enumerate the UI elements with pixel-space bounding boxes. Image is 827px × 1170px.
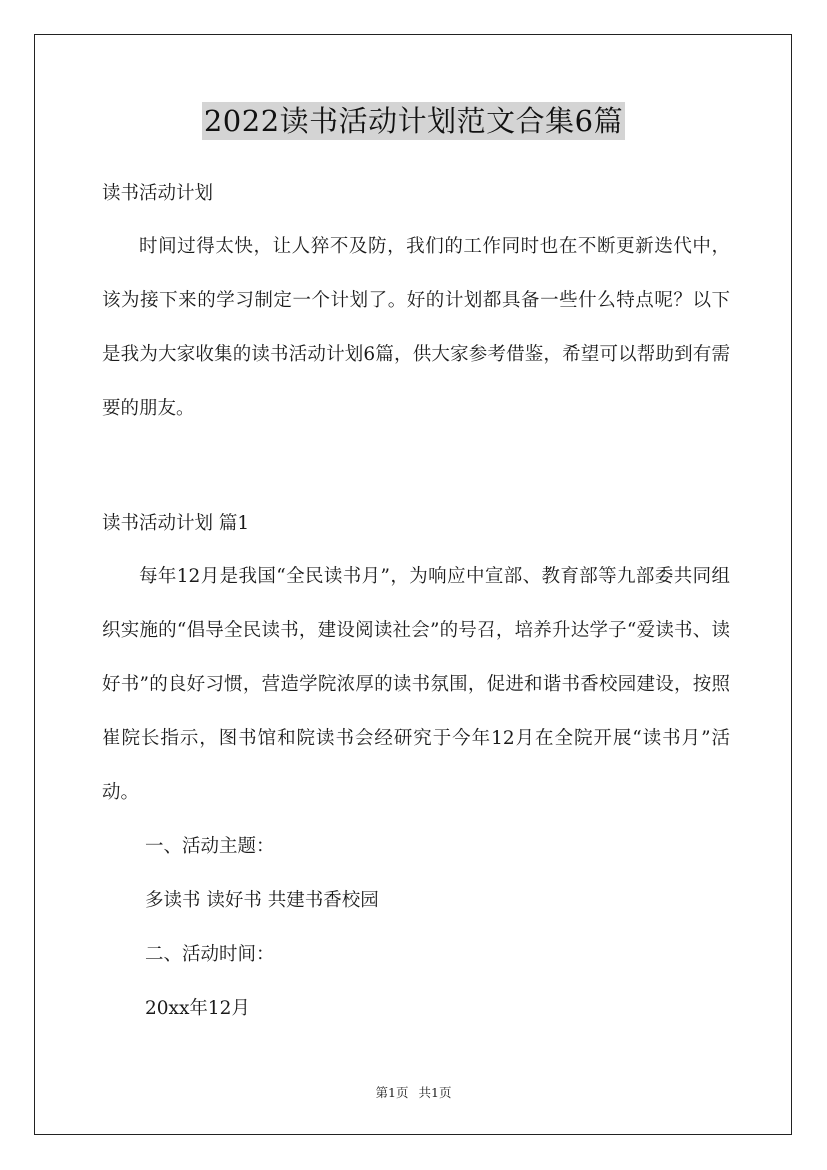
spacer — [102, 542, 730, 550]
section1-paragraph: 每年12月是我国“全民读书月”，为响应中宣部、教育部等九部委共同组织实施的“倡导全民读书，建设阅读社会”的号召，培养升达学子“爱读书、读好书”的良好习惯，营造学院浓厚的读书氛围，促进和谐书香校园建设，按照崔院长指示，图书馆和院读书会经研究于今年12月在全院开展“读书月”活动。 — [102, 566, 730, 803]
intro-heading: 读书活动计划 — [102, 183, 214, 204]
theme-label: 一、活动主题： — [145, 836, 275, 857]
spacer — [102, 212, 730, 220]
time-label: 二、活动时间： — [145, 944, 275, 965]
time-value: 20xx年12月 — [145, 998, 250, 1019]
section-gap — [102, 436, 730, 506]
page-total: 共1页 — [418, 1085, 452, 1100]
title-container — [0, 102, 827, 140]
theme-value: 多读书 读好书 共建书香校园 — [145, 890, 379, 911]
document-title: 2022读书活动计划范文合集6篇 — [203, 104, 624, 138]
page-footer — [0, 1083, 827, 1101]
document-body — [102, 176, 730, 1036]
page-number: 第1页 — [375, 1085, 409, 1100]
intro-paragraph: 时间过得太快，让人猝不及防，我们的工作同时也在不断更新迭代中，该为接下来的学习制定一个计划了。好的计划都具备一些什么特点呢？以下是我为大家收集的读书活动计划6篇，供大家参考借鉴，希望可以帮助到有需要的朋友。 — [102, 236, 730, 419]
section1-heading: 读书活动计划 篇1 — [102, 513, 250, 534]
